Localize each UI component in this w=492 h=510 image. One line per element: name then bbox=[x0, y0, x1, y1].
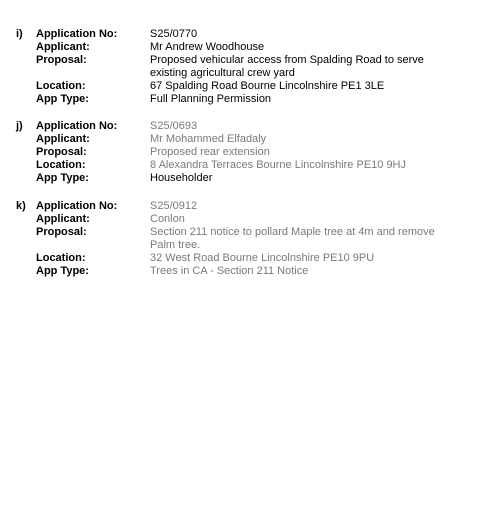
proposal-value: Proposed rear extension bbox=[150, 146, 270, 158]
proposal-value: Proposed vehicular access from Spalding Road to serve existing agricultural crew yard bbox=[150, 54, 424, 79]
proposal-row bbox=[0, 146, 492, 159]
app-type-label: App Type: bbox=[36, 172, 89, 184]
location-value: 32 West Road Bourne Lincolnshire PE10 9PU bbox=[150, 252, 375, 264]
location-row bbox=[0, 159, 492, 172]
app-type-label: App Type: bbox=[36, 265, 89, 277]
applicant-value: Mr Mohammed Elfadaly bbox=[150, 133, 267, 145]
applicant-label: Applicant: bbox=[36, 133, 90, 145]
app-type-row bbox=[0, 172, 492, 185]
applicant-value: Mr Andrew Woodhouse bbox=[150, 41, 265, 53]
app-type-row bbox=[0, 265, 492, 278]
proposal-label: Proposal: bbox=[36, 146, 87, 158]
app-type-label: App Type: bbox=[36, 93, 89, 105]
location-row bbox=[0, 80, 492, 93]
application-entry-j bbox=[0, 120, 492, 185]
location-label: Location: bbox=[36, 252, 86, 264]
application-number-row bbox=[0, 200, 492, 213]
application-number-row bbox=[0, 120, 492, 133]
location-value: 8 Alexandra Terraces Bourne Lincolnshire PE10 9HJ bbox=[150, 159, 407, 171]
applicant-label: Applicant: bbox=[36, 213, 90, 225]
location-label: Location: bbox=[36, 80, 86, 92]
application-entry-k bbox=[0, 200, 492, 278]
application-number-label: Application No: bbox=[36, 200, 118, 212]
app-type-row bbox=[0, 93, 492, 106]
application-number-value: S25/0693 bbox=[150, 120, 198, 132]
location-row bbox=[0, 252, 492, 265]
applicant-label: Applicant: bbox=[36, 41, 90, 53]
applicant-row bbox=[0, 213, 492, 226]
app-type-value: Trees in CA - Section 211 Notice bbox=[150, 265, 309, 277]
app-type-value: Full Planning Permission bbox=[150, 93, 272, 105]
application-entry-i bbox=[0, 28, 492, 106]
applicant-value: Conlon bbox=[150, 213, 185, 225]
app-type-value: Householder bbox=[150, 172, 213, 184]
application-number-value: S25/0912 bbox=[150, 200, 198, 212]
location-label: Location: bbox=[36, 159, 86, 171]
proposal-label: Proposal: bbox=[36, 54, 87, 66]
proposal-row bbox=[0, 226, 492, 252]
applicant-row bbox=[0, 41, 492, 54]
proposal-value: Section 211 notice to pollard Maple tree at 4m and remove Palm tree. bbox=[150, 226, 435, 251]
application-number-row bbox=[0, 28, 492, 41]
entry-marker: k) bbox=[16, 200, 26, 212]
application-number-label: Application No: bbox=[36, 28, 118, 40]
entry-marker: j) bbox=[16, 120, 23, 132]
proposal-row bbox=[0, 54, 492, 80]
application-number-value: S25/0770 bbox=[150, 28, 198, 40]
location-value: 67 Spalding Road Bourne Lincolnshire PE1 3LE bbox=[150, 80, 385, 92]
applicant-row bbox=[0, 133, 492, 146]
entry-marker: i) bbox=[16, 28, 23, 40]
application-number-label: Application No: bbox=[36, 120, 118, 132]
proposal-label: Proposal: bbox=[36, 226, 87, 238]
